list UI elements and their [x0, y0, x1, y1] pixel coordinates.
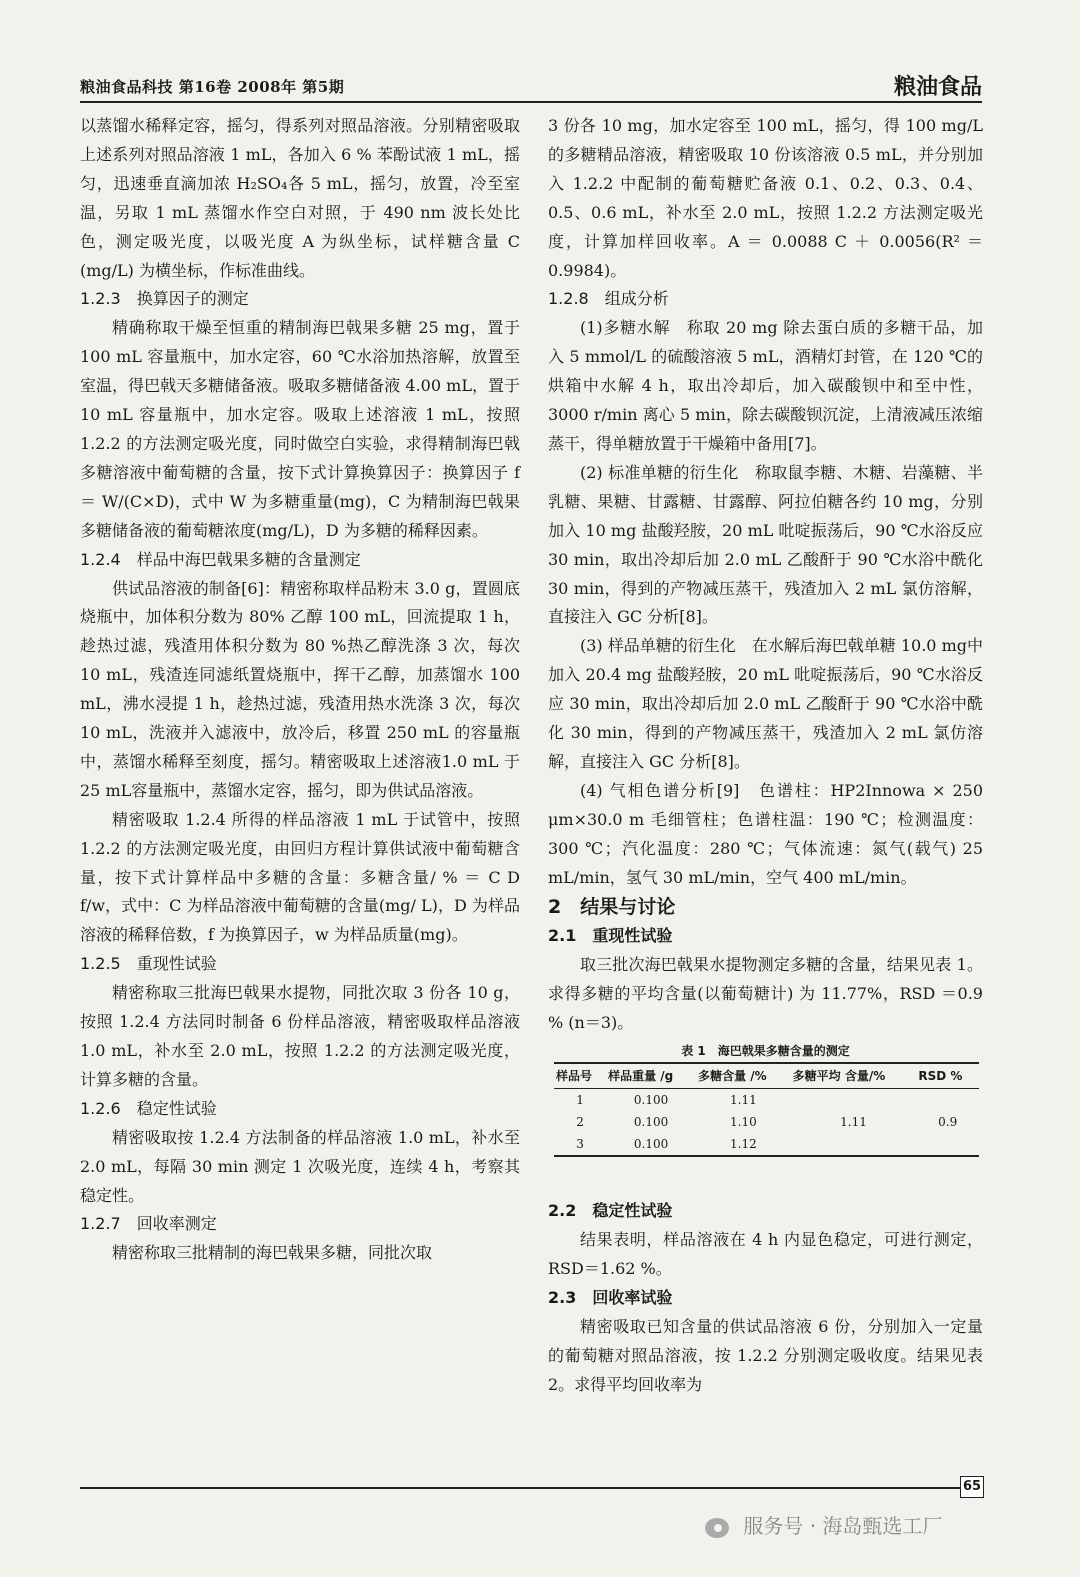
paragraph: (2) 标准单糖的衍生化 称取鼠李糖、木糖、岩藻糖、半乳糖、果糖、甘露糖、甘露醇、阿拉伯糖各约 10 mg，分别加入 10 mg 盐酸羟胺，20 mL 吡啶振荡后，90 ℃水浴反应 30 min，取出冷却后加 2.0 mL 乙酸酐于 90 ℃水浴中酰化 30 min，得到的产物减压蒸干，残渣加入 2 mL 氯仿溶解，直接注入 GC 分析[8]。 [548, 462, 983, 627]
journal-info: 粮油食品科技 第16卷 2008年 第5期 [80, 78, 345, 96]
paragraph: 精密吸取 1.2.4 所得的样品溶液 1 mL 于试管中，按照 1.2.2 的方法测定吸光度，由回归方程计算供试液中葡萄糖含量，按下式计算样品中多糖的含量：多糖含量/ % ＝ C D f/w，式中：C 为样品溶液中葡萄糖的含量(mg/ L)，D 为样品溶液的稀释倍数，f 为换算因子，w 为样品质量(mg)。 [80, 809, 520, 945]
journal-logo-title: 粮油食品 [893, 75, 982, 100]
section-heading: 1.2.5 重现性试验 [80, 954, 217, 974]
table-cell [791, 1089, 917, 1112]
left-column [80, 112, 520, 1268]
paragraph: (4) 气相色谱分析[9] 色谱柱：HP2Innowa × 250 μm×30.0 m 毛细管柱；色谱柱温：190 ℃；检测温度：300 ℃；汽化温度：280 ℃；气体流速：氮气(载气) 25 mL/min，氢气 30 mL/min，空气 400 mL/min。 [548, 780, 983, 887]
table-cell: 0.100 [633, 1093, 669, 1108]
table-cell: 1.11 [840, 1115, 867, 1130]
table-row [554, 1089, 979, 1112]
table-cell: 0.100 [633, 1115, 669, 1130]
paragraph: 精密吸取按 1.2.4 方法制备的样品溶液 1.0 mL，补水至 2.0 mL，每隔 30 min 测定 1 次吸光度，连续 4 h，考察其稳定性。 [80, 1127, 520, 1205]
paragraph: (1)多糖水解 称取 20 mg 除去蛋白质的多糖干品，加入 5 mmol/L 的硫酸溶液 5 mL，酒精灯封管，在 120 ℃的烘箱中水解 4 h，取出冷却后，加入碳酸钡中和至中性，3000 r/min 离心 5 min，除去碳酸钡沉淀，上清液减压浓缩蒸干，得单糖放置于干燥箱中备用[7]。 [548, 318, 983, 453]
table-caption: 表 1 海巴戟果多糖含量的测定 [681, 1044, 850, 1059]
table-cell: 2 [576, 1115, 584, 1130]
paragraph: 供试品溶液的制备[6]：精密称取样品粉末 3.0 g，置圆底烧瓶中，加体积分数为 80% 乙醇 100 mL，回流提取 1 h，趁热过滤，残渣用体积分数为 80 %热乙醇洗涤 3 次，每次 10 mL，残渣连同滤纸置烧瓶中，挥干乙醇，加蒸馏水 100 mL，沸水浸提 1 h，趁热过滤，残渣用热水洗涤 3 次，每次 10 mL，洗液并入滤液中，放冷后，移置 250 mL 的容量瓶中，蒸馏水稀释至刻度，摇匀。精密吸取上述溶液1.0 mL 于25 mL容量瓶中，蒸馏水定容，摇匀，即为供试品溶液。 [80, 578, 520, 800]
paragraph: 精确称取干燥至恒重的精制海巴戟果多糖 25 mg，置于 100 mL 容量瓶中，加水定容，60 ℃水浴加热溶解，放置至室温，得巴戟天多糖储备液。吸取多糖储备液 4.00 mL，置于 10 mL 容量瓶中，加水定容。吸取上述溶液 1 mL，按照 1.2.2 的方法测定吸光度，同时做空白实验，求得精制海巴戟多糖溶液中葡萄糖的含量，按下式计算换算因子：换算因子 f ＝ W/(C×D)，式中 W 为多糖重量(mg)，C 为精制海巴戟果多糖储备液的葡萄糖浓度(mg/L)，D 为多糖的稀释因素。 [80, 318, 520, 540]
table-cell: 1.10 [730, 1115, 757, 1130]
paragraph: 取三批次海巴戟果水提物测定多糖的含量，结果见表 1。求得多糖的平均含量(以葡萄糖计) 为 11.77%，RSD ＝0.9 % (n＝3)。 [548, 955, 983, 1033]
table-1-grid [554, 1062, 979, 1157]
paragraph: 精密吸取已知含量的供试品溶液 6 份，分别加入一定量的葡萄糖对照品溶液，按 1.2.2 分别测定吸收度。结果见表 2。求得平均回收率为 [548, 1316, 983, 1394]
table-cell: 1.12 [696, 1133, 791, 1156]
table-header-cell: 样品重量 /g [606, 1063, 696, 1089]
watermark [705, 1510, 942, 1540]
section-heading: 1.2.7 回收率测定 [80, 1214, 217, 1234]
footer-rule [80, 1487, 982, 1489]
table-row [554, 1133, 979, 1156]
section-heading: 1.2.3 换算因子的测定 [80, 289, 249, 309]
table-cell: 3 [554, 1133, 606, 1156]
table-1 [548, 1040, 983, 1157]
section-heading: 1.2.6 稳定性试验 [80, 1098, 217, 1118]
table-header-row [554, 1063, 979, 1089]
page-number: 65 [960, 1476, 984, 1498]
section-heading: 2 结果与讨论 [548, 896, 676, 919]
paragraph: 以蒸馏水稀释定容，摇匀，得系列对照品溶液。分别精密吸取上述系列对照品溶液 1 mL，各加入 6 % 苯酚试液 1 mL，摇匀，迅速垂直滴加浓 H₂SO₄各 5 mL，摇匀，放置，冷至室温，另取 1 mL 蒸馏水作空白对照，于 490 nm 波长处比色，测定吸光度，以吸光度 A 为纵坐标，试样糖含量 C (mg/L) 为横坐标，作标准曲线。 [80, 116, 520, 280]
table-header-cell: 多糖含量 /% [696, 1063, 791, 1089]
paragraph: 精密称取三批海巴戟果水提物，同批次取 3 份各 10 g，按照 1.2.4 方法同时制备 6 份样品溶液，精密吸取样品溶液 1.0 mL，补水至 2.0 mL，按照 1.2.2 的方法测定吸光度，计算多糖的含量。 [80, 983, 520, 1089]
right-column [548, 112, 983, 1399]
section-heading: 2.2 稳定性试验 [548, 1201, 673, 1221]
paragraph: 结果表明，样品溶液在 4 h 内显色稳定，可进行测定，RSD＝1.62 %。 [548, 1230, 983, 1278]
paragraph: (3) 样品单糖的衍生化 在水解后海巴戟单糖 10.0 mg中加入 20.4 mg 盐酸羟胺，20 mL 吡啶振荡后，90 ℃水浴反应 30 min，取出冷却后加 2.0 mL 乙酸酐于 90 ℃水浴中酰化 30 min，得到的产物减压蒸干，残渣加入 2 mL 氯仿溶解，直接注入 GC 分析[8]。 [548, 636, 983, 771]
table-cell: 0.100 [606, 1133, 696, 1156]
table-body [554, 1089, 979, 1157]
paragraph: 3 份各 10 mg，加水定容至 100 mL，摇匀，得 100 mg/L 的多糖精品溶液，精密吸取 10 份该溶液 0.5 mL，并分别加入 1.2.2 中配制的葡萄糖贮备液 0.1、0.2、0.3、0.4、0.5、0.6 mL，补水至 2.0 mL，按照 1.2.2 方法测定吸光度，计算加样回收率。A ＝ 0.0088 C ＋ 0.0056(R² ＝ 0.9984)。 [548, 116, 983, 280]
section-heading: 1.2.8 组成分析 [548, 289, 669, 309]
table-cell: 1.11 [730, 1093, 757, 1108]
table-cell [916, 1133, 979, 1156]
right-column-lower [548, 1197, 983, 1399]
section-heading: 2.3 回收率试验 [548, 1287, 673, 1307]
paragraph: 精密称取三批精制的海巴戟果多糖，同批次取 [112, 1243, 433, 1263]
table-cell: 1 [576, 1093, 584, 1108]
table-cell [791, 1133, 917, 1156]
running-header [80, 70, 982, 100]
section-heading: 1.2.4 样品中海巴戟果多糖的含量测定 [80, 549, 361, 569]
table-header-cell: 样品号 [554, 1063, 606, 1089]
section-heading: 2.1 重现性试验 [548, 926, 673, 946]
wechat-icon [705, 1518, 729, 1538]
table-header-cell: 多糖平均 含量/% [791, 1063, 917, 1089]
table-row [554, 1111, 979, 1133]
watermark-text: 服务号 · 海岛甄选工厂 [743, 1514, 943, 1538]
table-cell: 0.9 [938, 1115, 958, 1130]
header-rule [80, 101, 982, 103]
right-column-upper [548, 112, 983, 1038]
table-cell [916, 1089, 979, 1112]
table-header-cell: RSD % [916, 1063, 979, 1089]
